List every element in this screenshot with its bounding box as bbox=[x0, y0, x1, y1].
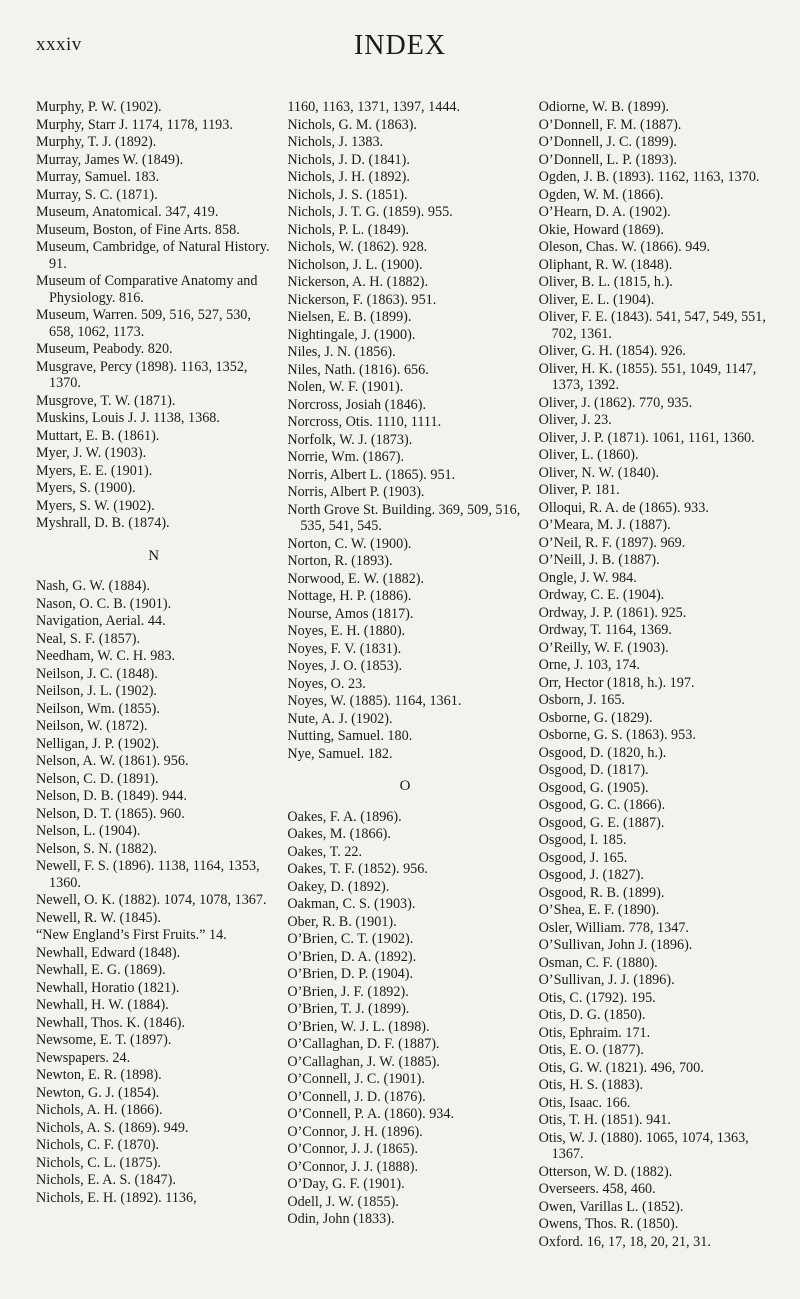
index-entry: O’Reilly, W. F. (1903). bbox=[538, 639, 669, 656]
index-entry: Overseers. 458, 460. bbox=[538, 1181, 656, 1197]
index-entry: Nichols, E. A. S. (1847). bbox=[36, 1172, 176, 1188]
index-entry: O’Hearn, D. A. (1902). bbox=[538, 204, 671, 220]
index-entry: Murray, S. C. (1871). bbox=[36, 186, 158, 203]
index-entry: Niles, J. N. (1856). bbox=[287, 344, 396, 360]
index-entry: Nelson, D. B. (1849). 944. bbox=[36, 788, 187, 804]
index-entry: O’Sullivan, J. J. (1896). bbox=[538, 972, 675, 988]
index-entry: Nutting, Samuel. 180. bbox=[287, 728, 413, 744]
index-entry: O’Day, G. F. (1901). bbox=[287, 1176, 405, 1192]
index-entry: Nelson, D. T. (1865). 960. bbox=[36, 805, 185, 822]
index-entry: Nichols, C. F. (1870). bbox=[36, 1137, 160, 1153]
index-entry: Nason, O. C. B. (1901). bbox=[36, 595, 172, 612]
index-entry: Norrie, Wm. (1867). bbox=[287, 449, 405, 465]
index-entry: Odin, John (1833). bbox=[287, 1211, 395, 1227]
index-entry: O’Neil, R. F. (1897). 969. bbox=[538, 534, 686, 551]
index-entry: Nash, G. W. (1884). bbox=[36, 578, 150, 594]
index-entry: Odiorne, W. B. (1899). bbox=[538, 99, 670, 115]
index-entry: O’Shea, E. F. (1890). bbox=[538, 902, 660, 918]
page-number: xxxiv bbox=[36, 34, 82, 55]
index-entry: Oakey, D. (1892). bbox=[287, 878, 390, 895]
index-entry: Neilson, Wm. (1855). bbox=[36, 700, 160, 717]
index-entry: Newhall, E. G. (1869). bbox=[36, 962, 166, 978]
index-entry: Newell, F. S. (1896). 1138, 1164, 1353, 1360. bbox=[36, 858, 260, 891]
index-entry: O’Connell, J. D. (1876). bbox=[287, 1088, 426, 1105]
index-entry: Otis, C. (1792). 195. bbox=[538, 989, 656, 1006]
index-entry: Neilson, W. (1872). bbox=[36, 718, 148, 734]
index-entry: Oliphant, R. W. (1848). bbox=[538, 256, 673, 273]
index-entry: O’Brien, J. F. (1892). bbox=[287, 983, 409, 1000]
index-entry: Osborn, J. 165. bbox=[538, 692, 625, 708]
index-entry: Ordway, C. E. (1904). bbox=[538, 587, 665, 603]
index-entry: Myers, S. W. (1902). bbox=[36, 497, 155, 514]
index-entry: Murphy, Starr J. 1174, 1178, 1193. bbox=[36, 116, 233, 133]
index-entry: O’Brien, T. J. (1899). bbox=[287, 1001, 410, 1017]
index-entry: Nichols, A. S. (1869). 949. bbox=[36, 1119, 189, 1136]
index-entry: Oliver, E. L. (1904). bbox=[538, 291, 655, 308]
section-letter: N bbox=[148, 547, 160, 564]
index-entry: Nelligan, J. P. (1902). bbox=[36, 735, 160, 752]
index-entry: Noyes, J. O. (1853). bbox=[287, 658, 402, 674]
index-entry: Osgood, G. C. (1866). bbox=[538, 797, 666, 813]
index-entry: Navigation, Aerial. 44. bbox=[36, 613, 166, 629]
index-entry: Norcross, Josiah (1846). bbox=[287, 396, 427, 413]
index-entry: O’Donnell, J. C. (1899). bbox=[538, 134, 677, 150]
index-entry: Ogden, J. B. (1893). 1162, 1163, 1370. bbox=[538, 169, 760, 185]
index-entry: Noyes, E. H. (1880). bbox=[287, 623, 406, 639]
index-entry: Oliver, L. (1860). bbox=[538, 447, 639, 463]
index-entry: Noyes, O. 23. bbox=[287, 675, 366, 692]
index-entry: Murray, Samuel. 183. bbox=[36, 169, 160, 185]
index-entry: Osborne, G. S. (1863). 953. bbox=[538, 727, 696, 743]
index-entry: Osgood, G. (1905). bbox=[538, 779, 649, 796]
index-entry: Nute, A. J. (1902). bbox=[287, 710, 393, 727]
index-entry: Needham, W. C. H. 983. bbox=[36, 648, 176, 664]
index-entry: Oliver, F. E. (1843). 541, 547, 549, 551, 702, 1361. bbox=[538, 309, 766, 342]
index-entry: O’Donnell, L. P. (1893). bbox=[538, 151, 677, 168]
index-entry: O’Connor, J. J. (1865). bbox=[287, 1141, 418, 1157]
index-entry: Otis, D. G. (1850). bbox=[538, 1007, 646, 1023]
index-entry: Norris, Albert P. (1903). bbox=[287, 484, 425, 500]
index-entry: Norton, C. W. (1900). bbox=[287, 535, 412, 552]
index-entry: Nolen, W. F. (1901). bbox=[287, 379, 404, 395]
index-entry: O’Neill, J. B. (1887). bbox=[538, 552, 660, 568]
index-entry: Museum, Anatomical. 347, 419. bbox=[36, 204, 219, 220]
index-entry: Osler, William. 778, 1347. bbox=[538, 919, 689, 936]
index-entry: Nielsen, E. B. (1899). bbox=[287, 309, 412, 325]
index-entry: Murphy, T. J. (1892). bbox=[36, 134, 157, 150]
index-entry: Nichols, J. T. G. (1859). 955. bbox=[287, 204, 453, 220]
index-entry: Norwood, E. W. (1882). bbox=[287, 570, 425, 587]
index-entry: Musgrave, Percy (1898). 1163, 1352, 1370. bbox=[36, 358, 248, 391]
index-entry: Ongle, J. W. 984. bbox=[538, 569, 637, 586]
index-entry: Murray, James W. (1849). bbox=[36, 151, 184, 168]
index-entry: Myer, J. W. (1903). bbox=[36, 445, 147, 461]
index-entry: Nichols, C. L. (1875). bbox=[36, 1154, 161, 1171]
index-entry: Nichols, J. S. (1851). bbox=[287, 186, 408, 203]
index-entry: Oliver, P. 181. bbox=[538, 482, 620, 498]
index-entry: Osgood, I. 185. bbox=[538, 832, 627, 848]
index-entry: Nourse, Amos (1817). bbox=[287, 605, 414, 622]
index-entry: Noyes, W. (1885). 1164, 1361. bbox=[287, 693, 462, 709]
index-entry: North Grove St. Building. 369, 509, 516, 535, 541, 545. bbox=[287, 501, 521, 534]
index-entry: Otis, G. W. (1821). 496, 700. bbox=[538, 1059, 704, 1076]
index-entry: Ogden, W. M. (1866). bbox=[538, 186, 664, 203]
index-entry: Orr, Hector (1818, h.). 197. bbox=[538, 674, 695, 691]
index-entry: Newhall, Edward (1848). bbox=[36, 944, 181, 961]
index-entry: Otis, T. H. (1851). 941. bbox=[538, 1112, 671, 1128]
index-entry: Norris, Albert L. (1865). 951. bbox=[287, 466, 456, 483]
index-entry: O’Connor, J. J. (1888). bbox=[287, 1158, 418, 1175]
index-entry: Norfolk, W. J. (1873). bbox=[287, 431, 413, 448]
index-entry: Oliver, H. K. (1855). 551, 1049, 1147, 1373, 1392. bbox=[538, 360, 757, 393]
index-entry: Nichols, J. H. (1892). bbox=[287, 169, 410, 185]
index-column-1 bbox=[36, 99, 271, 1251]
index-entry: Oliver, J. P. (1871). 1061, 1161, 1360. bbox=[538, 429, 755, 446]
index-entry: Nichols, P. L. (1849). bbox=[287, 221, 410, 238]
index-entry: Niles, Nath. (1816). 656. bbox=[287, 361, 429, 378]
index-entry: Newspapers. 24. bbox=[36, 1049, 131, 1066]
index-entry: O’Callaghan, D. F. (1887). bbox=[287, 1036, 440, 1052]
index-entry: O’Donnell, F. M. (1887). bbox=[538, 116, 682, 133]
index-entry: Oakes, F. A. (1896). bbox=[287, 808, 402, 825]
index-entry: Noyes, F. V. (1831). bbox=[287, 640, 402, 657]
index-entry: Osgood, R. B. (1899). bbox=[538, 884, 665, 901]
index-entry: Oleson, Chas. W. (1866). 949. bbox=[538, 239, 711, 255]
index-entry: Nichols, E. H. (1892). 1136, bbox=[36, 1189, 197, 1206]
index-entry: Otis, H. S. (1883). bbox=[538, 1077, 644, 1093]
index-entry: Osman, C. F. (1880). bbox=[538, 954, 658, 971]
index-entry: Okie, Howard (1869). bbox=[538, 221, 664, 238]
index-entry: Osgood, D. (1817). bbox=[538, 762, 649, 778]
index-columns bbox=[36, 99, 774, 1251]
index-entry: O’Connell, J. C. (1901). bbox=[287, 1071, 425, 1087]
index-entry: Odell, J. W. (1855). bbox=[287, 1193, 399, 1210]
index-entry: Oakman, C. S. (1903). bbox=[287, 896, 416, 912]
index-entry: “New England’s First Fruits.” 14. bbox=[36, 927, 227, 943]
index-entry: Nelson, L. (1904). bbox=[36, 823, 141, 839]
index-entry: Otis, E. O. (1877). bbox=[538, 1042, 644, 1058]
index-entry: Newhall, Horatio (1821). bbox=[36, 979, 180, 996]
index-entry: Oliver, N. W. (1840). bbox=[538, 464, 660, 481]
index-entry: Nottage, H. P. (1886). bbox=[287, 588, 412, 604]
index-entry: O’Brien, D. A. (1892). bbox=[287, 948, 417, 965]
index-entry: Nichols, G. M. (1863). bbox=[287, 116, 417, 133]
index-entry: Otis, W. J. (1880). 1065, 1074, 1363, 1367. bbox=[538, 1129, 749, 1162]
index-entry: Oakes, T. F. (1852). 956. bbox=[287, 861, 428, 877]
index-entry: Oxford. 16, 17, 18, 20, 21, 31. bbox=[538, 1233, 711, 1250]
index-entry: Museum, Warren. 509, 516, 527, 530, 658, 1062, 1173. bbox=[36, 307, 251, 340]
index-entry: O’Brien, C. T. (1902). bbox=[287, 931, 414, 947]
page-header bbox=[36, 30, 764, 66]
index-entry: Otis, Ephraim. 171. bbox=[538, 1024, 651, 1041]
index-entry: Oliver, J. (1862). 770, 935. bbox=[538, 394, 693, 411]
index-entry: O’Meara, M. J. (1887). bbox=[538, 517, 671, 533]
index-entry: Orne, J. 103, 174. bbox=[538, 657, 640, 673]
index-entry: Museum, Peabody. 820. bbox=[36, 341, 173, 357]
index-entry: Osborne, G. (1829). bbox=[538, 709, 653, 726]
index-entry: Newhall, H. W. (1884). bbox=[36, 997, 169, 1013]
index-entry: Newell, R. W. (1845). bbox=[36, 909, 161, 926]
index-entry: Ordway, T. 1164, 1369. bbox=[538, 622, 672, 638]
index-entry: Ordway, J. P. (1861). 925. bbox=[538, 604, 687, 621]
index-entry: Owens, Thos. R. (1850). bbox=[538, 1216, 679, 1232]
index-entry: Oakes, M. (1866). bbox=[287, 826, 391, 842]
index-entry: Newton, G. J. (1854). bbox=[36, 1084, 160, 1101]
index-entry: Nye, Samuel. 182. bbox=[287, 745, 393, 762]
index-entry: Nichols, W. (1862). 928. bbox=[287, 239, 428, 255]
index-entry: Newsome, E. T. (1897). bbox=[36, 1032, 172, 1048]
index-entry: Oliver, B. L. (1815, h.). bbox=[538, 274, 673, 290]
index-entry: Nelson, C. D. (1891). bbox=[36, 770, 159, 787]
index-entry: Nichols, J. D. (1841). bbox=[287, 151, 410, 168]
index-entry: Museum, Boston, of Fine Arts. 858. bbox=[36, 221, 240, 238]
index-entry: Osgood, D. (1820, h.). bbox=[538, 744, 667, 761]
index-entry: 1160, 1163, 1371, 1397, 1444. bbox=[287, 99, 461, 115]
index-entry: Otis, Isaac. 166. bbox=[538, 1094, 631, 1111]
index-entry: O’Brien, D. P. (1904). bbox=[287, 966, 414, 982]
index-entry: Oakes, T. 22. bbox=[287, 843, 363, 860]
index-entry: Oliver, J. 23. bbox=[538, 412, 612, 428]
section-letter: O bbox=[399, 778, 411, 794]
index-entry: Newhall, Thos. K. (1846). bbox=[36, 1014, 186, 1031]
index-entry: O’Callaghan, J. W. (1885). bbox=[287, 1053, 440, 1070]
index-entry: Nichols, A. H. (1866). bbox=[36, 1102, 163, 1118]
index-entry: Nickerson, F. (1863). 951. bbox=[287, 291, 437, 308]
index-entry: Nightingale, J. (1900). bbox=[287, 326, 416, 343]
index-entry: Nelson, A. W. (1861). 956. bbox=[36, 753, 189, 769]
index-entry: Nelson, S. N. (1882). bbox=[36, 840, 157, 857]
index-entry: Osgood, J. 165. bbox=[538, 849, 628, 866]
index-entry: Newell, O. K. (1882). 1074, 1078, 1367. bbox=[36, 892, 267, 908]
index-column-2 bbox=[287, 99, 522, 1251]
index-entry: Owen, Varillas L. (1852). bbox=[538, 1198, 684, 1215]
index-entry: Nichols, J. 1383. bbox=[287, 134, 384, 150]
index-entry: Museum, Cambridge, of Natural History. 91. bbox=[36, 239, 270, 272]
index-entry: Museum of Comparative Anatomy and Physiology. 816. bbox=[36, 273, 258, 306]
index-entry: Murphy, P. W. (1902). bbox=[36, 99, 162, 115]
index-entry: Nicholson, J. L. (1900). bbox=[287, 256, 423, 273]
page-title: INDEX bbox=[353, 30, 447, 61]
index-column-3 bbox=[539, 99, 774, 1251]
index-entry: O’Connell, P. A. (1860). 934. bbox=[287, 1106, 455, 1122]
index-entry: Musgrove, T. W. (1871). bbox=[36, 392, 176, 409]
index-entry: Muttart, E. B. (1861). bbox=[36, 427, 160, 444]
index-entry: Norton, R. (1893). bbox=[287, 553, 393, 569]
index-entry: Neilson, J. C. (1848). bbox=[36, 665, 158, 682]
index-entry: Olloqui, R. A. de (1865). 933. bbox=[538, 499, 709, 516]
index-entry: Myers, S. (1900). bbox=[36, 480, 136, 496]
index-entry: Myers, E. E. (1901). bbox=[36, 462, 153, 479]
index-entry: Osgood, G. E. (1887). bbox=[538, 814, 665, 831]
index-entry: O’Connor, J. H. (1896). bbox=[287, 1123, 423, 1140]
index-entry: Oliver, G. H. (1854). 926. bbox=[538, 343, 686, 359]
index-entry: O’Brien, W. J. L. (1898). bbox=[287, 1018, 430, 1035]
index-entry: Neal, S. F. (1857). bbox=[36, 630, 141, 647]
index-entry: Muskins, Louis J. J. 1138, 1368. bbox=[36, 410, 220, 426]
index-entry: Myshrall, D. B. (1874). bbox=[36, 515, 170, 531]
index-entry: O’Sullivan, John J. (1896). bbox=[538, 937, 693, 953]
index-entry: Norcross, Otis. 1110, 1111. bbox=[287, 414, 442, 430]
index-entry: Ober, R. B. (1901). bbox=[287, 913, 397, 930]
index-entry: Newton, E. R. (1898). bbox=[36, 1067, 162, 1083]
index-entry: Osgood, J. (1827). bbox=[538, 867, 644, 883]
index-entry: Nickerson, A. H. (1882). bbox=[287, 274, 428, 290]
index-entry: Otterson, W. D. (1882). bbox=[538, 1163, 673, 1180]
index-entry: Neilson, J. L. (1902). bbox=[36, 683, 157, 699]
